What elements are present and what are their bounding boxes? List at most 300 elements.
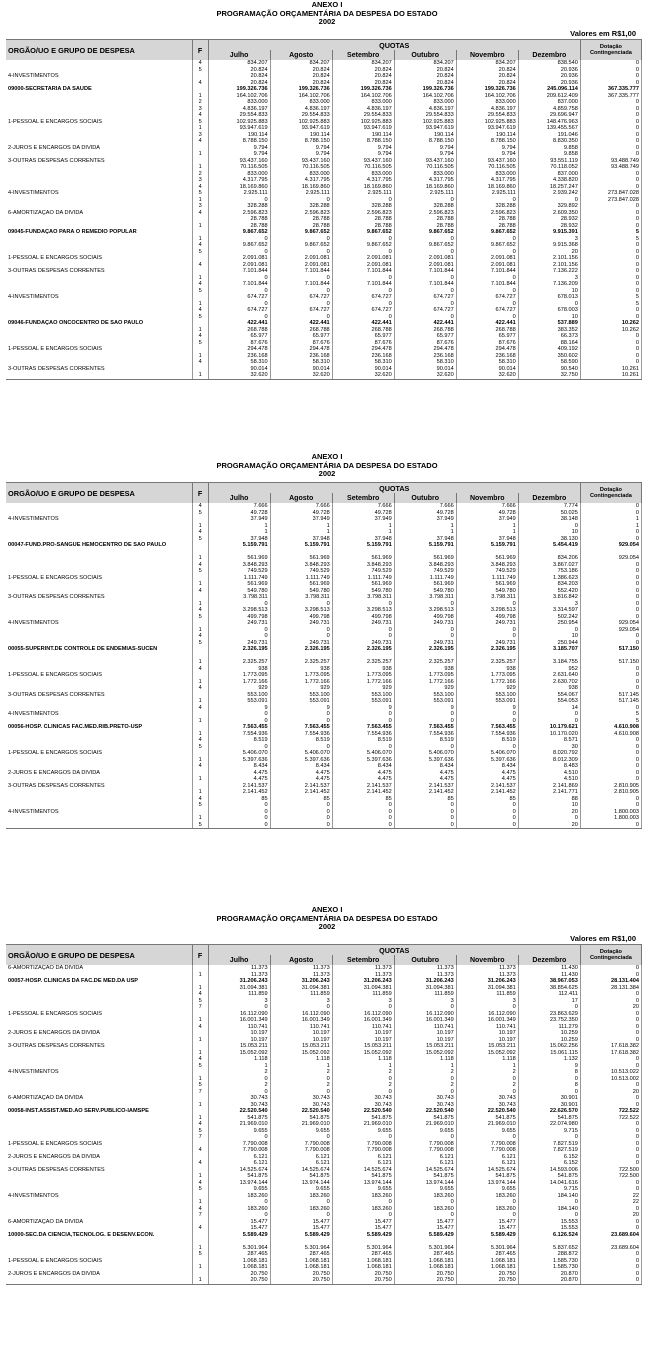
quota-value: 350.602: [518, 353, 580, 360]
row-label: 3-OUTRAS DESPESAS CORRENTES: [6, 1167, 192, 1174]
dotacao-value: 0: [580, 99, 641, 106]
quota-value: 0: [394, 822, 456, 829]
source-code: 5: [192, 568, 208, 575]
quota-value: 18.169.860: [456, 184, 518, 191]
quota-value: 0: [208, 1076, 270, 1083]
dotacao-value: 0: [580, 744, 641, 751]
quota-value: 4.317.795: [208, 177, 270, 184]
quota-value: 111.859: [270, 991, 332, 998]
dotacao-value: 0: [580, 171, 641, 178]
quota-value: 938: [518, 685, 580, 692]
quota-value: 7.790.008: [332, 1147, 394, 1154]
quota-value: 674.727: [270, 307, 332, 314]
dotacao-value: 0: [580, 1225, 641, 1232]
quota-value: 409.192: [518, 346, 580, 353]
month-header: Novembro: [456, 493, 518, 503]
quota-value: 0: [332, 1134, 394, 1141]
quota-value: 1: [456, 523, 518, 530]
quota-value: 66.373: [518, 333, 580, 340]
quota-value: 1: [394, 523, 456, 530]
quota-value: 183.260: [270, 1206, 332, 1213]
month-header: Dezembro: [518, 955, 580, 965]
quota-value: 3.798.311: [332, 594, 394, 601]
quota-value: 6.121: [394, 1160, 456, 1167]
quota-value: 65.977: [456, 333, 518, 340]
quota-value: 1: [394, 1063, 456, 1070]
quota-value: 111.279: [518, 1024, 580, 1031]
quota-value: 561.969: [394, 555, 456, 562]
quota-value: 10.197: [270, 1037, 332, 1044]
quota-value: 2.326.195: [270, 646, 332, 653]
quota-value: 15.061.115: [518, 1050, 580, 1057]
source-code: 1: [192, 1037, 208, 1044]
quota-value: 541.875: [394, 1173, 456, 1180]
quota-value: 14.525.674: [208, 1167, 270, 1174]
quota-value: 2.141.452: [456, 789, 518, 796]
source-code: 4: [192, 607, 208, 614]
quota-value: 0: [270, 1076, 332, 1083]
quota-value: 30.743: [456, 1095, 518, 1102]
quota-value: 16.112.090: [394, 1011, 456, 1018]
quota-value: 9: [208, 705, 270, 712]
quota-value: 0: [518, 197, 580, 204]
quota-value: 268.788: [332, 327, 394, 334]
quota-value: 929: [394, 685, 456, 692]
source-code: 1: [192, 372, 208, 379]
quota-value: 13.974.144: [332, 1180, 394, 1187]
row-label: 1-PESSOAL E ENCARGOS SOCIAIS: [6, 672, 192, 679]
quota-value: 37.948: [208, 536, 270, 543]
row-label: 3-OUTRAS DESPESAS CORRENTES: [6, 158, 192, 165]
quota-value: 0: [332, 718, 394, 725]
quota-value: 31.094.381: [208, 985, 270, 992]
quota-value: 561.969: [456, 581, 518, 588]
quota-value: 7.790.008: [270, 1141, 332, 1148]
quota-value: 674.727: [270, 294, 332, 301]
dotacao-value: 1: [580, 523, 641, 530]
quota-value: 9.794: [456, 151, 518, 158]
month-header: Novembro: [456, 955, 518, 965]
quota-value: 294.478: [270, 346, 332, 353]
quota-value: 268.788: [456, 327, 518, 334]
annex-title: ANEXO I: [311, 452, 343, 461]
quota-value: 2.609.350: [518, 210, 580, 217]
quota-value: 0: [332, 601, 394, 608]
source-code: 1: [192, 1076, 208, 1083]
quota-value: 31.206.243: [332, 978, 394, 985]
quota-value: 422.441: [208, 320, 270, 327]
quota-value: 7.101.844: [332, 281, 394, 288]
quota-value: 7.554.936: [270, 731, 332, 738]
dotacao-value: 0: [580, 184, 641, 191]
quota-value: 5.589.429: [456, 1232, 518, 1239]
quota-value: 9.858: [518, 151, 580, 158]
source-code: 1: [192, 985, 208, 992]
quota-value: 5.301.964: [456, 1245, 518, 1252]
quota-value: 20.936: [518, 73, 580, 80]
quota-value: 2: [270, 1069, 332, 1076]
row-label: 4-INVESTIMENTOS: [6, 73, 192, 80]
dotacao-value: 0: [580, 60, 641, 67]
dotacao-value: 0: [580, 1056, 641, 1063]
source-code: 1: [192, 197, 208, 204]
quota-value: 37.949: [208, 516, 270, 523]
quota-value: 13.974.144: [208, 1180, 270, 1187]
quota-value: 1.068.181: [394, 1264, 456, 1271]
source-code: 1: [192, 275, 208, 282]
quota-value: 8: [518, 1082, 580, 1089]
quota-value: 14.525.674: [394, 1167, 456, 1174]
quota-value: 1: [456, 1063, 518, 1070]
quota-value: 15.477: [208, 1225, 270, 1232]
quota-value: 2: [394, 1082, 456, 1089]
quota-value: 110.741: [332, 1024, 394, 1031]
quota-value: 249.731: [332, 640, 394, 647]
quota-value: 0: [394, 633, 456, 640]
dotacao-value: 0: [580, 972, 641, 979]
dotacao-value: 0: [580, 666, 641, 673]
quota-value: 10.259: [518, 1030, 580, 1037]
quota-value: 20.936: [518, 80, 580, 87]
quota-value: 0: [332, 1004, 394, 1011]
budget-table-body: [6, 60, 642, 379]
quota-value: 8.434: [394, 763, 456, 770]
quota-value: 329.892: [518, 203, 580, 210]
quota-value: 2.631.640: [518, 672, 580, 679]
quota-value: 183.260: [332, 1193, 394, 1200]
quota-value: 15.053.211: [270, 1043, 332, 1050]
dotacao-value: 0: [580, 796, 641, 803]
quota-value: 5.406.070: [270, 750, 332, 757]
quota-value: 20.750: [332, 1271, 394, 1278]
dotacao-value: 1.800.003: [580, 815, 641, 822]
quota-value: 16.001.349: [456, 1017, 518, 1024]
quota-value: 3.848.293: [332, 562, 394, 569]
quota-value: 111.859: [456, 991, 518, 998]
dotacao-value: 0: [580, 672, 641, 679]
quota-value: 1.118: [332, 1056, 394, 1063]
quota-value: 9.867.652: [456, 242, 518, 249]
quota-value: 20.750: [208, 1277, 270, 1284]
month-header: Agosto: [270, 493, 332, 503]
report-title: PROGRAMAÇÃO ORÇAMENTÁRIA DA DESPESA DO ESTADO: [216, 460, 438, 470]
quota-value: 1.773.095: [456, 672, 518, 679]
quota-value: 9.655: [332, 1128, 394, 1135]
source-code: 4: [192, 705, 208, 712]
quota-value: 0: [208, 802, 270, 809]
dotacao-value: 20: [580, 1212, 641, 1219]
quota-value: 0: [270, 1212, 332, 1219]
quota-value: 6.126.524: [518, 1232, 580, 1239]
quota-value: 5.406.070: [208, 750, 270, 757]
dotacao-value: 0: [580, 1030, 641, 1037]
quota-value: 111.859: [332, 991, 394, 998]
row-label: 3-OUTRAS DESPESAS CORRENTES: [6, 783, 192, 790]
quota-value: 15.477: [270, 1219, 332, 1226]
source-code: 5: [192, 190, 208, 197]
quota-value: 541.875: [456, 1115, 518, 1122]
quota-value: 30: [518, 744, 580, 751]
quota-value: 49.728: [332, 510, 394, 517]
quota-value: 236.168: [208, 353, 270, 360]
month-header: Agosto: [270, 955, 332, 965]
quota-value: 294.478: [208, 346, 270, 353]
quota-value: 9.715: [518, 1128, 580, 1135]
quota-value: 1: [332, 529, 394, 536]
quota-value: 0: [456, 236, 518, 243]
quota-value: 2.325.257: [208, 659, 270, 666]
source-code: 5: [192, 249, 208, 256]
dotacao-value: 0: [580, 1037, 641, 1044]
quota-value: 0: [518, 718, 580, 725]
quota-value: 1.585.730: [518, 1258, 580, 1265]
quota-value: 0: [394, 718, 456, 725]
quota-value: 7.101.844: [270, 281, 332, 288]
quota-value: 499.798: [332, 614, 394, 621]
row-label: 10000-SEC.DA CIÊNCIA,TECNOLOG. E DESENV.ECON.: [6, 1232, 192, 1239]
quota-value: 1.111.749: [208, 575, 270, 582]
quota-value: 3.314.597: [518, 607, 580, 614]
quota-value: 190.114: [394, 132, 456, 139]
quota-value: 37.948: [456, 536, 518, 543]
row-label: 00055-SUPERINT.DE CONTROLE DE ENDEMIAS-SUCEN: [6, 646, 192, 653]
quota-value: 2.325.257: [394, 659, 456, 666]
quota-value: 749.529: [332, 568, 394, 575]
quota-value: 236.168: [332, 353, 394, 360]
org-column-header: ORGÃO/UO E GRUPO DE DESPESA: [6, 40, 192, 61]
quota-value: 4.475: [332, 770, 394, 777]
quota-value: 16.112.090: [208, 1011, 270, 1018]
source-code: 1: [192, 555, 208, 562]
quota-value: 749.529: [270, 568, 332, 575]
dotacao-value: 0: [580, 106, 641, 113]
quota-value: 11.430: [518, 965, 580, 972]
quota-value: 952: [518, 666, 580, 673]
row-label: 4-INVESTIMENTOS: [6, 711, 192, 718]
quota-value: 17: [518, 998, 580, 1005]
quota-value: 28.788: [332, 223, 394, 230]
quota-value: 183.260: [270, 1193, 332, 1200]
quota-value: 0: [394, 1076, 456, 1083]
quota-value: 5.397.636: [270, 757, 332, 764]
quota-value: 674.727: [394, 307, 456, 314]
dotacao-value: 0: [580, 138, 641, 145]
quota-value: 10.197: [208, 1030, 270, 1037]
quota-value: 0: [394, 1004, 456, 1011]
row-label: 09046-FUNDAÇÃO ONCOCENTRO DE SÃO PAULO: [6, 320, 192, 327]
quota-value: 674.727: [332, 294, 394, 301]
quota-value: 499.798: [456, 614, 518, 621]
quota-value: 0: [208, 718, 270, 725]
quota-value: 834.207: [208, 60, 270, 67]
source-code: 5: [192, 1251, 208, 1258]
dotacao-value: 0: [580, 536, 641, 543]
quota-value: 13.974.144: [456, 1180, 518, 1187]
quota-value: 49.728: [208, 510, 270, 517]
dotacao-value: 0: [580, 1251, 641, 1258]
quota-value: 834.207: [270, 60, 332, 67]
dotacao-value: 0: [580, 1264, 641, 1271]
quota-value: 8.434: [270, 763, 332, 770]
quota-value: 7.666: [394, 503, 456, 510]
quota-value: 9.867.652: [332, 242, 394, 249]
quota-value: 11.373: [270, 965, 332, 972]
quota-value: 0: [208, 288, 270, 295]
dotacao-value: 0: [580, 1121, 641, 1128]
quota-value: 93.947.619: [394, 125, 456, 132]
quota-value: 929: [270, 685, 332, 692]
quota-value: 5.406.070: [332, 750, 394, 757]
quota-value: 553.100: [394, 692, 456, 699]
dotacao-value: 0: [580, 770, 641, 777]
quota-value: 2: [394, 1069, 456, 1076]
quota-value: 8.020.792: [518, 750, 580, 757]
quota-value: 0: [270, 718, 332, 725]
row-label: 2-JUROS E ENCARGOS DA DÍVIDA: [6, 1154, 192, 1161]
source-code: 7: [192, 1134, 208, 1141]
quota-value: 31.094.381: [394, 985, 456, 992]
quota-value: 20.824: [394, 67, 456, 74]
quota-value: 164.102.706: [270, 93, 332, 100]
quota-value: 20.750: [456, 1271, 518, 1278]
quota-value: 3.798.311: [394, 594, 456, 601]
quota-value: 4.475: [456, 770, 518, 777]
quota-value: 8.434: [456, 763, 518, 770]
quota-value: 9.794: [270, 151, 332, 158]
quota-value: 9.867.652: [270, 229, 332, 236]
source-code: 4: [192, 1147, 208, 1154]
quota-value: 10: [518, 288, 580, 295]
dotacao-column-header: Dotação Contingenciada: [580, 945, 641, 966]
dotacao-value: 0: [580, 1180, 641, 1187]
dotacao-value: 0: [580, 1186, 641, 1193]
source-code: 1: [192, 1264, 208, 1271]
quotas-header: QUOTAS: [208, 945, 580, 956]
quota-value: 502.242: [518, 614, 580, 621]
quota-value: 183.260: [456, 1193, 518, 1200]
source-code: 7: [192, 1089, 208, 1096]
quota-value: 0: [332, 822, 394, 829]
quota-value: 16.112.090: [332, 1011, 394, 1018]
quota-value: 21.969.010: [208, 1121, 270, 1128]
source-code: 5: [192, 998, 208, 1005]
dotacao-value: 0: [580, 288, 641, 295]
quota-value: 0: [394, 288, 456, 295]
quota-value: 2.141.452: [270, 789, 332, 796]
quota-value: 0: [394, 815, 456, 822]
quota-value: 16.112.090: [456, 1011, 518, 1018]
quota-value: 15.053.211: [208, 1043, 270, 1050]
row-label: 1-PESSOAL E ENCARGOS SOCIAIS: [6, 1011, 192, 1018]
quota-value: 1.068.181: [394, 1258, 456, 1265]
quota-value: 0: [208, 744, 270, 751]
quota-value: 561.969: [270, 581, 332, 588]
quota-value: 287.465: [394, 1251, 456, 1258]
dotacao-value: 93.488.749: [580, 158, 641, 165]
quota-value: 0: [270, 809, 332, 816]
quota-value: 11.373: [332, 972, 394, 979]
quota-value: 541.875: [332, 1173, 394, 1180]
report-year: 2002: [318, 922, 336, 931]
quota-value: 249.731: [394, 640, 456, 647]
source-code: 1: [192, 223, 208, 230]
quota-value: 9.794: [394, 151, 456, 158]
quota-value: 1.386.623: [518, 575, 580, 582]
quota-value: 541.875: [456, 1173, 518, 1180]
dotacao-value: 5: [580, 294, 641, 301]
quota-value: 938: [208, 666, 270, 673]
dotacao-value: 0: [580, 275, 641, 282]
quota-value: 328.288: [208, 203, 270, 210]
quota-value: 21.969.010: [270, 1121, 332, 1128]
quota-value: 102.925.883: [208, 119, 270, 126]
quota-value: 422.441: [270, 320, 332, 327]
quota-value: 3.816.842: [518, 594, 580, 601]
dotacao-value: 0: [580, 112, 641, 119]
quota-value: 6.121: [456, 1154, 518, 1161]
quota-value: 90.014: [270, 366, 332, 373]
quota-value: 37.949: [270, 516, 332, 523]
row-label: 00056-HOSP. CLÍNICAS FAC.MED.RIB.PRETO-USP: [6, 724, 192, 731]
quota-value: 0: [456, 601, 518, 608]
month-header: Julho: [208, 50, 270, 60]
quota-value: 7.666: [270, 503, 332, 510]
quota-value: 1.068.181: [332, 1258, 394, 1265]
source-code: 5: [192, 1063, 208, 1070]
source-code: 1: [192, 627, 208, 634]
quota-value: 7.136.209: [518, 281, 580, 288]
source-code: 1: [192, 731, 208, 738]
source-code: 4: [192, 1225, 208, 1232]
dotacao-value: 722.500: [580, 1173, 641, 1180]
dotacao-value: 0: [580, 1258, 641, 1265]
annex-title: ANEXO I: [311, 0, 343, 9]
quota-value: 32.620: [456, 372, 518, 379]
quota-value: 4.836.197: [208, 106, 270, 113]
quota-value: 28.932: [518, 223, 580, 230]
quota-value: 7.790.008: [208, 1141, 270, 1148]
quota-value: 10.197: [394, 1037, 456, 1044]
quota-value: 0: [332, 288, 394, 295]
quota-value: 2.091.081: [208, 255, 270, 262]
source-code: 3: [192, 177, 208, 184]
quota-value: 22.074.980: [518, 1121, 580, 1128]
quota-value: 102.925.883: [270, 119, 332, 126]
quota-value: 250.944: [518, 640, 580, 647]
quota-value: 0: [394, 809, 456, 816]
quota-value: 833.000: [456, 99, 518, 106]
quota-value: 1.772.166: [394, 679, 456, 686]
quota-value: 8.788.150: [394, 138, 456, 145]
quota-value: 102.925.883: [332, 119, 394, 126]
source-code: 3: [192, 106, 208, 113]
quota-value: 9.655: [270, 1128, 332, 1135]
quota-value: 6.121: [208, 1160, 270, 1167]
source-code: 5: [192, 802, 208, 809]
quota-value: 49.728: [394, 510, 456, 517]
quota-value: 833.000: [270, 171, 332, 178]
quota-value: 18.169.860: [332, 184, 394, 191]
source-code: 1: [192, 1102, 208, 1109]
quota-value: 110.741: [208, 1024, 270, 1031]
quota-value: 0: [270, 1004, 332, 1011]
quota-value: 0: [208, 1134, 270, 1141]
quota-value: 5.589.429: [394, 1232, 456, 1239]
quota-value: 249.731: [456, 640, 518, 647]
quota-value: 929: [456, 685, 518, 692]
quota-value: 9.655: [208, 1186, 270, 1193]
dotacao-value: 0: [580, 750, 641, 757]
